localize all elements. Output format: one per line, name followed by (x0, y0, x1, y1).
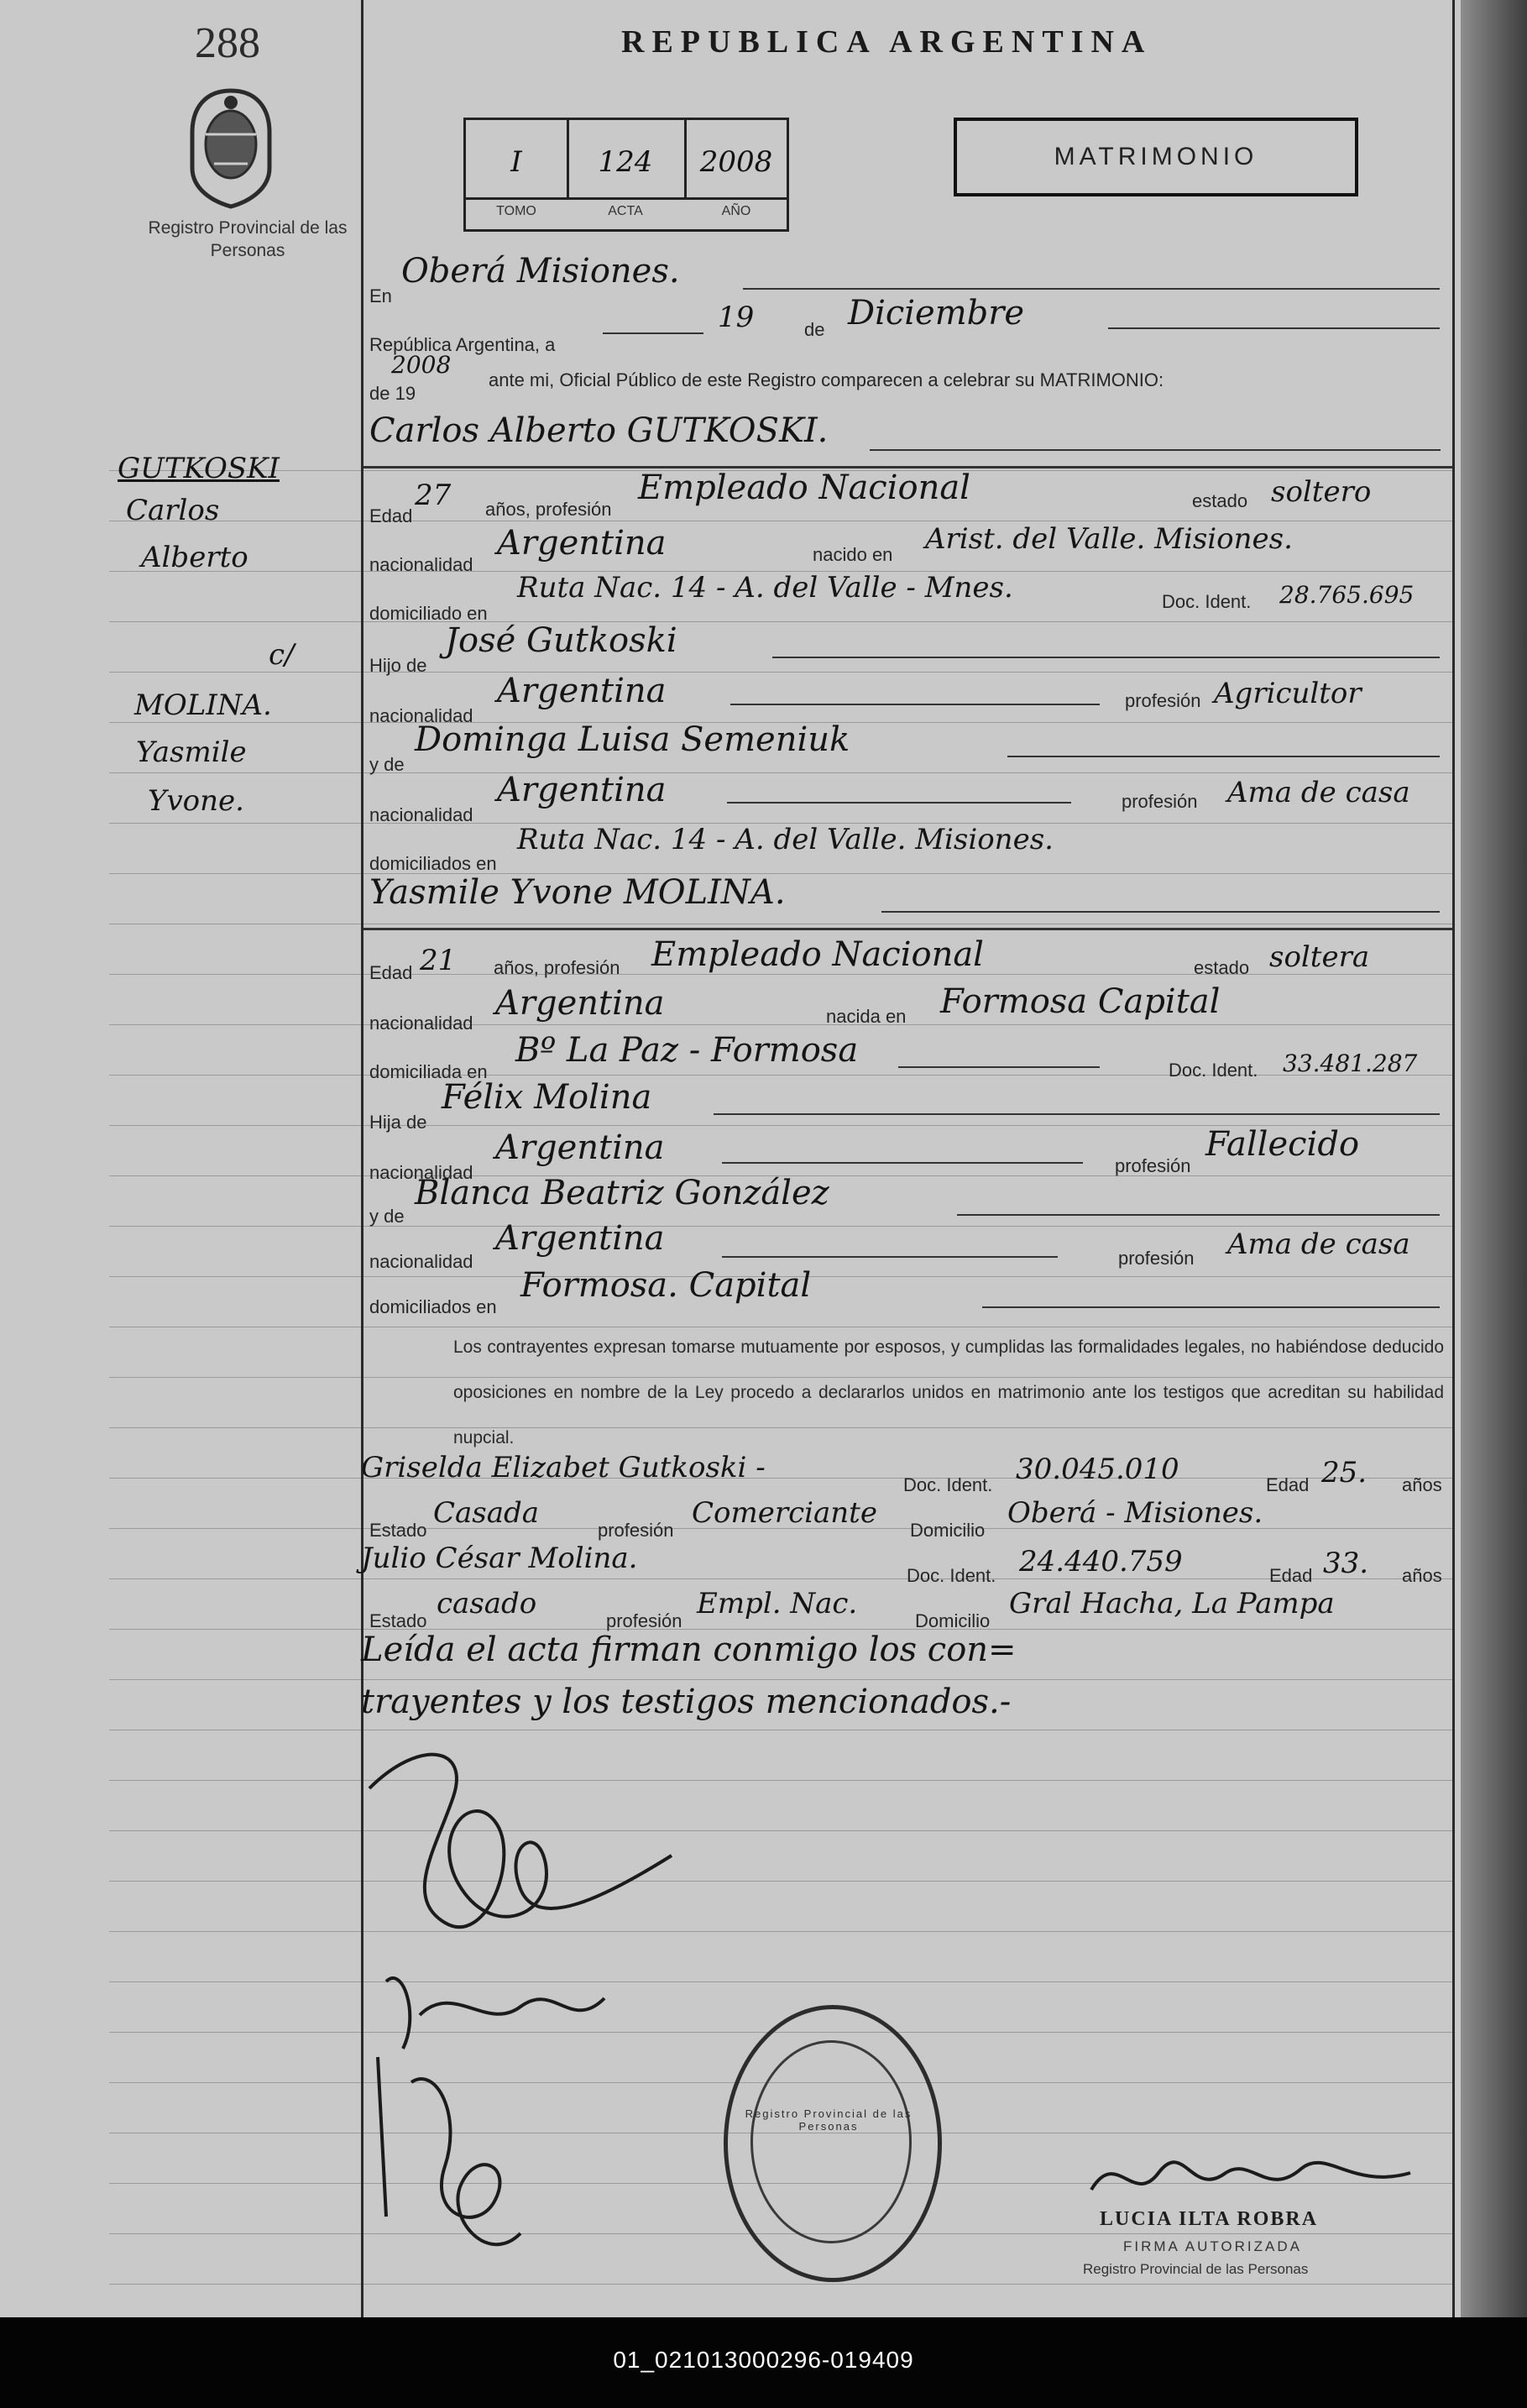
margin-bride-name-2: Yvone. (148, 784, 244, 818)
ruling (109, 1478, 1452, 1479)
bride-anos-profesion-label: años, profesión (494, 957, 620, 978)
groom-madre: Dominga Luisa Semeniuk (415, 720, 850, 759)
registry-seal-inner (750, 2040, 912, 2243)
bride-domicilio: Bº La Paz - Formosa (515, 1031, 859, 1070)
witness1-doc-label: Doc. Ident. (903, 1474, 993, 1495)
book-spine-edge (1461, 0, 1527, 2317)
groom-padre-prof: Agricultor (1214, 677, 1362, 710)
bride-padre-prof-label: profesión (1115, 1155, 1191, 1176)
witness1-anos-label: años (1402, 1474, 1442, 1495)
party-signatures (353, 1730, 705, 2301)
witness1-doc: 30.045.010 (1016, 1453, 1179, 1486)
witness2-estado-label: Estado (369, 1610, 427, 1631)
bride-padre-nac-label: nacionalidad (369, 1162, 473, 1183)
box-divider (466, 197, 787, 200)
de-label: de (804, 319, 825, 340)
groom-doc: 28.765.695 (1279, 581, 1415, 609)
fill-line (722, 1256, 1058, 1258)
fill-line (1108, 327, 1440, 329)
fill-line (722, 1162, 1083, 1164)
bride-madre-prof-label: profesión (1118, 1248, 1195, 1269)
fill-line (898, 1066, 1100, 1068)
groom-padres-dom: Ruta Nac. 14 - A. del Valle. Misiones. (517, 823, 1054, 856)
groom-edad-label: Edad (369, 505, 413, 526)
groom-madre-prof: Ama de casa (1227, 776, 1410, 809)
official-signature (1083, 2139, 1419, 2215)
ruling (109, 1024, 1452, 1025)
bride-estado: soltera (1269, 940, 1370, 974)
seal-registry-text: Registro Provincial de las Personas (745, 2107, 913, 2133)
bride-doc-label: Doc. Ident. (1169, 1060, 1258, 1081)
witness1-edad-label: Edad (1266, 1474, 1310, 1495)
official-registry: Registro Provincial de las Personas (1083, 2261, 1309, 2277)
fill-line (603, 332, 703, 334)
bride-edad-label: Edad (369, 962, 413, 983)
groom-madre-nac-label: nacionalidad (369, 804, 473, 825)
margin-groom-name-2: Alberto (141, 541, 248, 574)
groom-padre-nac: Argentina (497, 672, 667, 710)
witness1-profesion-label: profesión (598, 1520, 674, 1541)
legal-formula: Los contrayentes expresan tomarse mutuamente por esposos, y cumplidas las formalidades legales, no habiéndose deducido oposiciones en nombre de la Ley procedo a declararlos unidos en matrimonio ante los testigos que acreditan su habilidad nupcial. (453, 1337, 1444, 1447)
de19-label: de 19 (369, 383, 416, 404)
bride-madre-nac-label: nacionalidad (369, 1251, 473, 1272)
witness1-edad: 25. (1321, 1456, 1368, 1489)
ruling (109, 974, 1452, 975)
fill-line (727, 802, 1071, 804)
ruling (109, 1931, 1452, 1932)
groom-nacionalidad: Argentina (497, 524, 667, 563)
ruling (109, 1780, 1452, 1781)
record-type: MATRIMONIO (954, 118, 1358, 196)
ante-text: ante mi, Oficial Público de este Registro comparecen a celebrar su MATRIMONIO: (489, 369, 1164, 390)
official-firma-label: FIRMA AUTORIZADA (1123, 2238, 1302, 2254)
fill-line (730, 704, 1100, 705)
bride-doc: 33.481.287 (1283, 1050, 1418, 1077)
ruling (109, 672, 1452, 673)
ruling (109, 621, 1452, 622)
groom-padres-dom-label: domiciliados en (369, 853, 497, 874)
witness2-domicilio-label: Domicilio (915, 1610, 991, 1631)
republica-label: República Argentina, a (369, 334, 556, 355)
witness2-profesion: Empl. Nac. (697, 1587, 858, 1620)
witness2-estado: casado (437, 1587, 537, 1620)
bride-full-name: Yasmile Yvone MOLINA. (369, 873, 786, 912)
tomo-label: TOMO (496, 204, 536, 218)
day-value: 19 (718, 301, 755, 334)
bride-madre: Blanca Beatriz González (415, 1174, 829, 1212)
groom-domicilio: Ruta Nac. 14 - A. del Valle - Mnes. (517, 571, 1013, 605)
witness1-estado-label: Estado (369, 1520, 427, 1541)
groom-edad: 27 (415, 479, 452, 512)
bride-profesion: Empleado Nacional (651, 935, 984, 974)
witness2-name: Julio César Molina. (361, 1542, 638, 1575)
groom-madre-nac: Argentina (497, 771, 667, 809)
margin-connector: c/ (269, 638, 295, 672)
provincial-shield-icon (180, 84, 281, 210)
fill-line (1007, 756, 1440, 757)
fill-line (772, 657, 1440, 658)
closing-line-1: Leída el acta firman conmigo los con= (361, 1631, 1017, 1669)
bride-padres-dom-label: domiciliados en (369, 1296, 497, 1317)
groom-padre-prof-label: profesión (1125, 690, 1201, 711)
margin-bride-surname: MOLINA. (134, 688, 272, 722)
acta-value: 124 (598, 145, 653, 179)
record-box (463, 118, 789, 232)
scan-id: 01_021013000296-019409 (613, 2347, 914, 2373)
tomo-value: I (510, 145, 522, 179)
groom-nacido: Arist. del Valle. Misiones. (925, 522, 1293, 556)
anio-value: 2008 (699, 145, 773, 179)
fill-line (957, 1214, 1440, 1216)
bride-padre-prof: Fallecido (1205, 1125, 1360, 1164)
bride-padre: Félix Molina (442, 1078, 652, 1117)
ruling (109, 1679, 1452, 1680)
witness2-edad: 33. (1323, 1547, 1369, 1580)
bride-madre-nac: Argentina (495, 1219, 665, 1258)
groom-madre-prof-label: profesión (1122, 791, 1198, 812)
ruling (109, 1226, 1452, 1227)
official-name: LUCIA ILTA ROBRA (1100, 2208, 1319, 2230)
bride-padre-nac: Argentina (495, 1128, 665, 1167)
acta-label: ACTA (608, 204, 643, 218)
bride-nacida: Formosa Capital (940, 982, 1221, 1021)
witness2-doc-label: Doc. Ident. (907, 1565, 996, 1586)
margin-groom-name-1: Carlos (126, 494, 220, 527)
witness2-doc: 24.440.759 (1019, 1545, 1183, 1578)
witness1-estado: Casada (433, 1496, 540, 1530)
witness1-name: Griselda Elizabet Gutkoski - (361, 1451, 766, 1484)
witness2-anos-label: años (1402, 1565, 1442, 1586)
groom-yde-label: y de (369, 754, 405, 775)
bride-madre-prof: Ama de casa (1227, 1228, 1410, 1261)
groom-padre-nac-label: nacionalidad (369, 705, 473, 726)
ruling (109, 2284, 1452, 2285)
fill-line (881, 911, 1440, 913)
anio-label: AÑO (721, 204, 751, 218)
country-title: REPUBLICA ARGENTINA (621, 24, 1153, 60)
bride-hija-label: Hija de (369, 1112, 427, 1133)
witness1-domicilio-label: Domicilio (910, 1520, 986, 1541)
en-label: En (369, 285, 392, 306)
closing-line-2: trayentes y los testigos mencionados.- (361, 1683, 1012, 1721)
groom-domicilio-label: domiciliado en (369, 603, 488, 624)
bride-domicilio-label: domiciliada en (369, 1061, 488, 1082)
section-separator (363, 928, 1452, 930)
place-value: Oberá Misiones. (401, 252, 680, 291)
groom-profesion: Empleado Nacional (638, 469, 970, 507)
groom-nacionalidad-label: nacionalidad (369, 554, 473, 575)
groom-full-name: Carlos Alberto GUTKOSKI. (369, 411, 829, 450)
month-value: Diciembre (848, 294, 1025, 332)
folio-number: 288 (195, 19, 260, 67)
bride-nacionalidad: Argentina (495, 984, 665, 1023)
groom-estado: soltero (1271, 475, 1372, 509)
margin-groom-surname: GUTKOSKI (118, 452, 280, 485)
groom-padre: José Gutkoski (445, 621, 677, 660)
groom-hijo-label: Hijo de (369, 655, 427, 676)
ruling (109, 1981, 1452, 1982)
bride-estado-label: estado (1194, 957, 1250, 978)
bride-edad: 21 (420, 944, 457, 977)
groom-doc-label: Doc. Ident. (1162, 591, 1252, 612)
registry-label: Registro Provincial de las Personas (148, 218, 348, 260)
bride-padres-dom: Formosa. Capital (520, 1266, 812, 1305)
bride-yde-label: y de (369, 1206, 405, 1227)
fill-line (982, 1306, 1440, 1308)
fill-line (743, 288, 1440, 290)
ruling (109, 1578, 1452, 1579)
bride-nacionalidad-label: nacionalidad (369, 1013, 473, 1034)
ruling (109, 1881, 1452, 1882)
fill-line (870, 449, 1441, 451)
fill-line (714, 1113, 1440, 1115)
year-value: 2008 (391, 351, 452, 379)
bride-nacida-label: nacida en (826, 1006, 907, 1027)
groom-estado-label: estado (1192, 490, 1248, 511)
right-rule (1452, 0, 1455, 2317)
witness2-domicilio: Gral Hacha, La Pampa (1009, 1587, 1335, 1620)
witness2-edad-label: Edad (1269, 1565, 1313, 1586)
groom-anos-profesion-label: años, profesión (485, 499, 612, 520)
ruling (109, 1830, 1452, 1831)
witness1-profesion: Comerciante (692, 1496, 877, 1530)
ruling (109, 1629, 1452, 1630)
witness1-domicilio: Oberá - Misiones. (1007, 1496, 1263, 1530)
witness2-profesion-label: profesión (606, 1610, 682, 1631)
margin-bride-name-1: Yasmile (136, 735, 247, 769)
groom-nacido-label: nacido en (813, 544, 893, 565)
ruling (109, 772, 1452, 773)
